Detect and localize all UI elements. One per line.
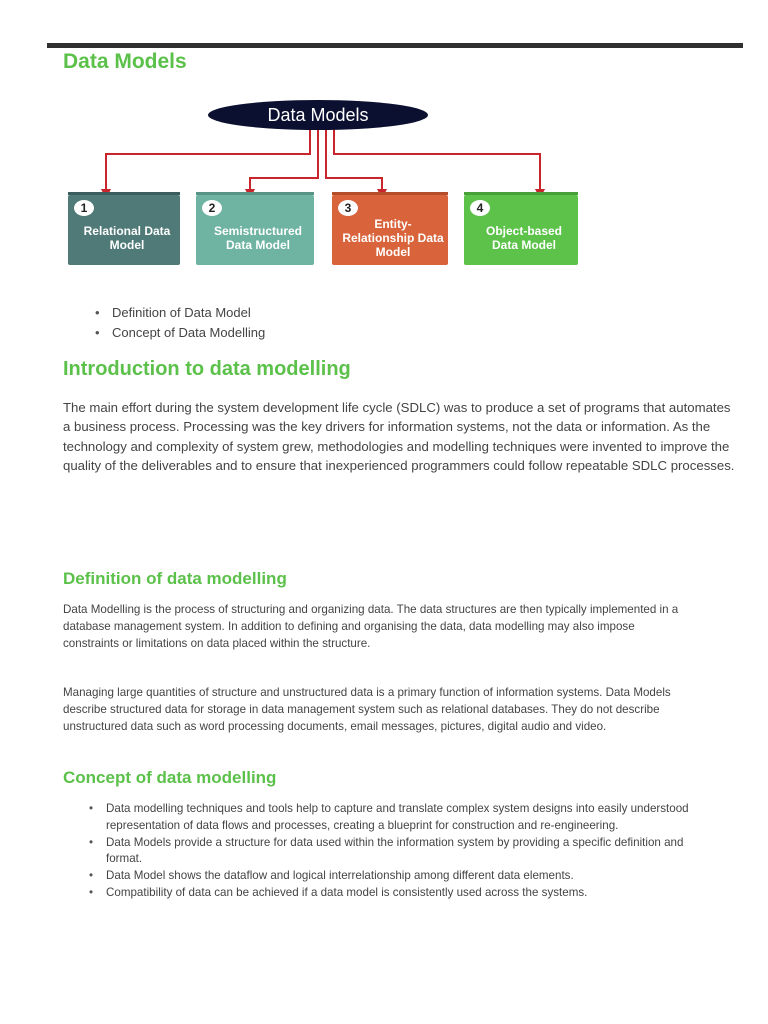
- node-top-edge: [68, 192, 180, 195]
- list-item: • Data modelling techniques and tools help to capture and translate complex system designs into easily understood representation of data flows and processes, creating a blueprint for construction and re-engineering.: [106, 801, 694, 835]
- intro-paragraph: The main effort during the system development life cycle (SDLC) was to produce a set of programs that automates a business process. Processing was the key drivers for information systems, not the data or information. As the technology and complexity of system grew, methodologies and modelling techniques were invented to improve the quality of the deliverables and to ensure that inexperienced programmers could follow repeatable SDLC processes.: [63, 400, 735, 474]
- connector-2: [250, 124, 318, 194]
- definition-paragraph-1: Data Modelling is the process of structuring and organizing data. The data structures are then typically implemented in a database management system. In addition to defining and organising the data, data modelling may also impose constraints or limitations on data placed within the structure.: [63, 603, 679, 650]
- node-number-badge: 4: [470, 200, 490, 216]
- node-object-based: [464, 195, 578, 265]
- node-number-badge: 1: [74, 200, 94, 216]
- list-item: • Definition of Data Model: [112, 303, 265, 323]
- list-item: • Concept of Data Modelling: [112, 323, 265, 343]
- node-relational: [68, 195, 180, 265]
- node-semistructured: [196, 195, 314, 265]
- list-item: • Data Models provide a structure for data used within the information system by providing a specific definition and format.: [106, 835, 694, 869]
- concept-list: [106, 801, 694, 902]
- node-top-edge: [196, 192, 314, 195]
- page-title: Data Models: [63, 50, 187, 73]
- topics-list: [112, 303, 265, 343]
- node-top-edge: [332, 192, 448, 195]
- node-label: Object-based Data Model: [485, 224, 563, 252]
- node-number-badge: 2: [202, 200, 222, 216]
- node-entity-relationship: [332, 195, 448, 265]
- connector-4: [334, 124, 540, 194]
- definition-heading: Definition of data modelling: [63, 569, 287, 588]
- definition-paragraph-2: Managing large quantities of structure and unstructured data is a primary function of information systems. Data Models describe structured data for storage in data management system such as relational databases. They do not describe unstructured data such as word processing documents, email messages, pictures, digital audio and video.: [63, 686, 671, 733]
- node-number-badge: 3: [338, 200, 358, 216]
- node-label: Semistructured Data Model: [213, 224, 303, 252]
- node-top-edge: [464, 192, 578, 195]
- node-label: Relational Data Model: [83, 224, 171, 252]
- list-item: • Data Model shows the dataflow and logical interrelationship among different data elements.: [106, 868, 694, 885]
- concept-heading: Concept of data modelling: [63, 768, 277, 787]
- data-models-diagram: [60, 98, 600, 274]
- intro-heading: Introduction to data modelling: [63, 358, 351, 380]
- list-item: • Compatibility of data can be achieved if a data model is consistently used across the systems.: [106, 885, 694, 902]
- connector-1: [106, 124, 310, 194]
- diagram-connectors: [60, 98, 600, 198]
- top-rule: [47, 43, 743, 48]
- node-label: Entity-Relationship Data Model: [342, 217, 444, 259]
- root-node-label: Data Models: [267, 105, 369, 125]
